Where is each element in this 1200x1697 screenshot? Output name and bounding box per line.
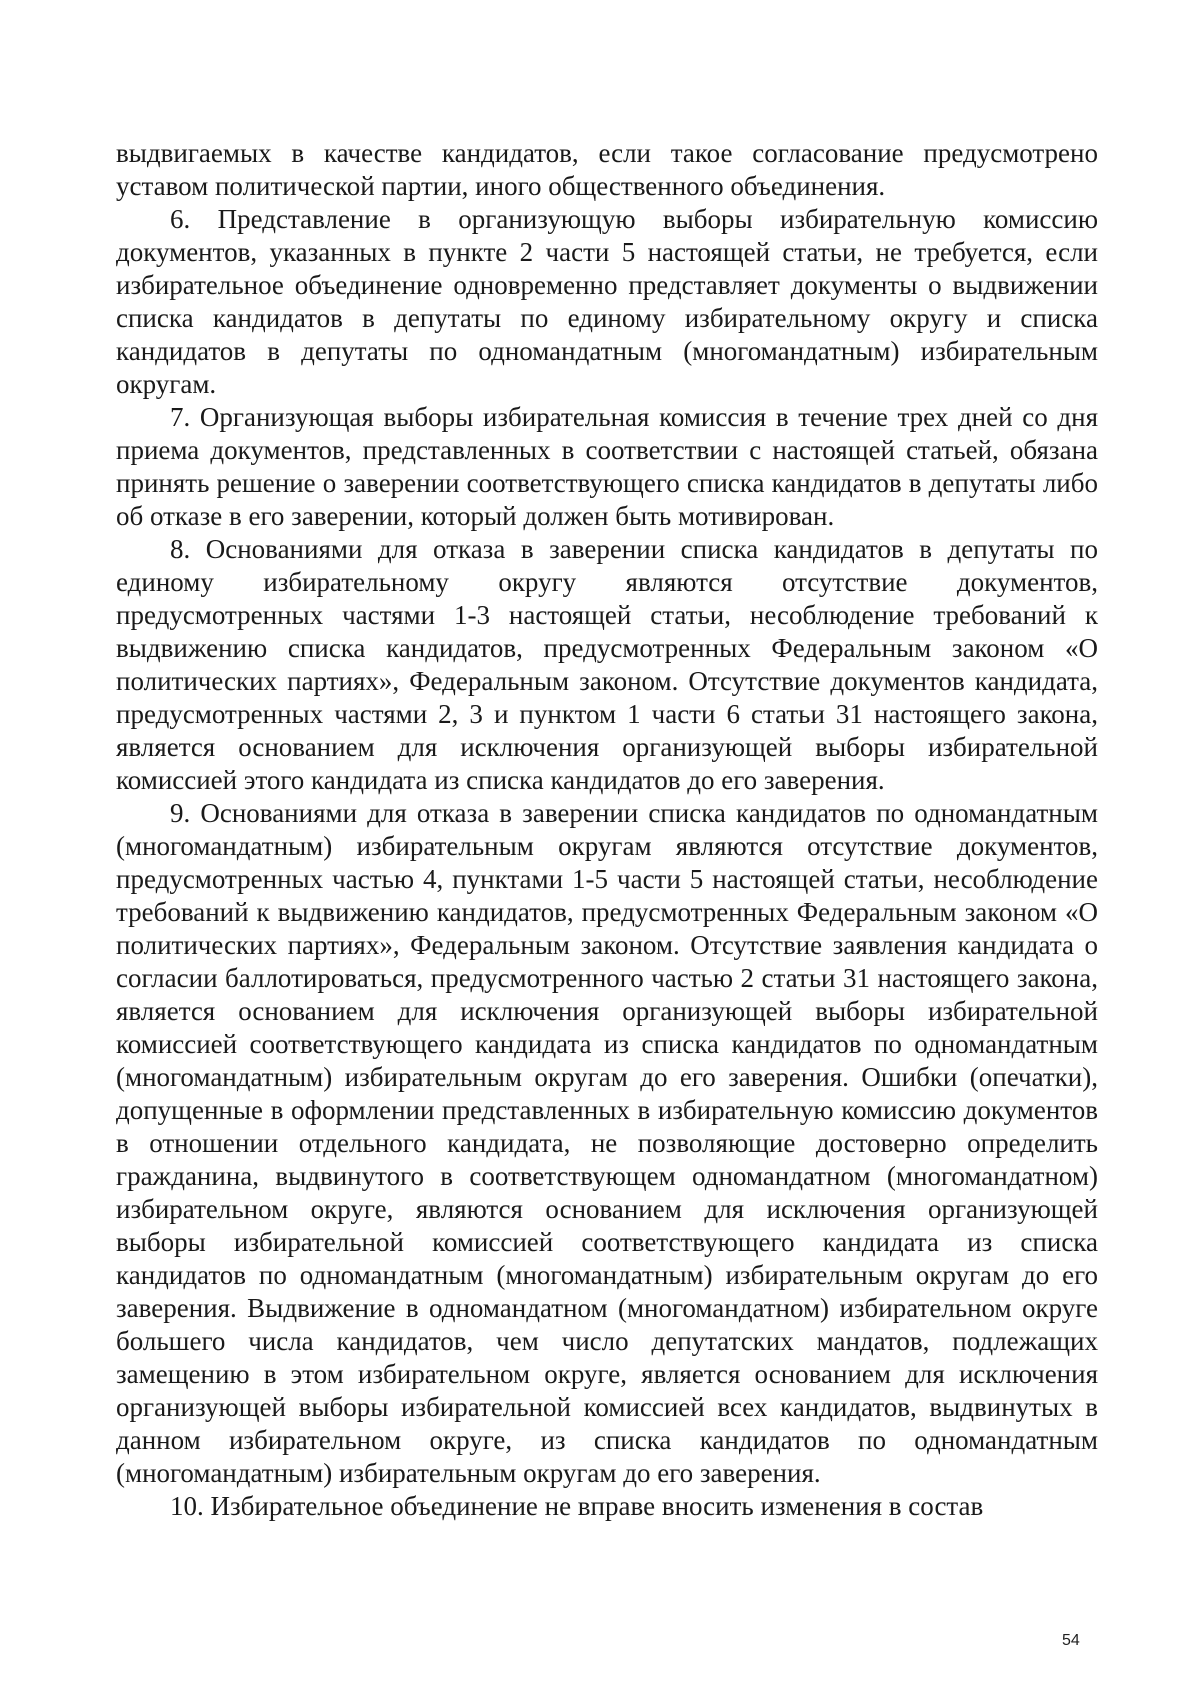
paragraph-clause-6: 6. Представление в организующую выборы избирательную комиссию документов, указанных в пункте 2 части 5 настоящей статьи, не требуется, если избирательное объединение одновременно представляет документы о выдвижении списка кандидатов в депутаты по единому избирательному округу и списка кандидатов в депутаты по одномандатным (многомандатным) избирательным округам.: [116, 204, 1098, 399]
paragraph-continuation: выдвигаемых в качестве кандидатов, если такое согласование предусмотрено уставом политической партии, иного общественного объединения.: [116, 138, 1098, 201]
paragraph-clause-9: 9. Основаниями для отказа в заверении списка кандидатов по одномандатным (многомандатным) избирательным округам являются отсутствие документов, предусмотренных частью 4, пунктами 1-5 части 5 настоящей статьи, несоблюдение требований к выдвижению кандидатов, предусмотренных Федеральным законом «О политических партиях», Федеральным законом. Отсутствие заявления кандидата о согласии баллотироваться, предусмотренного частью 2 статьи 31 настоящего закона, является основанием для исключения организующей выборы избирательной комиссией соответствующего кандидата из списка кандидатов по одномандатным (многомандатным) избирательным округам до его заверения. Ошибки (опечатки), допущенные в оформлении представленных в избирательную комиссию документов в отношении отдельного кандидата, не позволяющие достоверно определить гражданина, выдвинутого в соответствующем одномандатном (многомандатном) избирательном округе, являются основанием для исключения организующей выборы избирательной комиссией соответствующего кандидата из списка кандидатов по одномандатным (многомандатным) избирательным округам до его заверения. Выдвижение в одномандатном (многомандатном) избирательном округе большего числа кандидатов, чем число депутатских мандатов, подлежащих замещению в этом избирательном округе, является основанием для исключения организующей выборы избирательной комиссией всех кандидатов, выдвинутых в данном избирательном округе, из списка кандидатов по одномандатным (многомандатным) избирательным округам до его заверения.: [116, 798, 1098, 1488]
document-body: [116, 137, 1098, 1523]
page-number: 54: [1062, 1632, 1080, 1649]
paragraph-clause-10: 10. Избирательное объединение не вправе вносить изменения в состав: [170, 1491, 984, 1521]
paragraph-clause-7: 7. Организующая выборы избирательная комиссия в течение трех дней со дня приема документов, представленных в соответствии с настоящей статьей, обязана принять решение о заверении соответствующего списка кандидатов в депутаты либо об отказе в его заверении, который должен быть мотивирован.: [116, 402, 1098, 531]
paragraph-clause-8: 8. Основаниями для отказа в заверении списка кандидатов в депутаты по единому избирательному округу являются отсутствие документов, предусмотренных частями 1-3 настоящей статьи, несоблюдение требований к выдвижению списка кандидатов, предусмотренных Федеральным законом «О политических партиях», Федеральным законом. Отсутствие документов кандидата, предусмотренных частями 2, 3 и пунктом 1 части 6 статьи 31 настоящего закона, является основанием для исключения организующей выборы избирательной комиссией этого кандидата из списка кандидатов до его заверения.: [116, 534, 1098, 795]
